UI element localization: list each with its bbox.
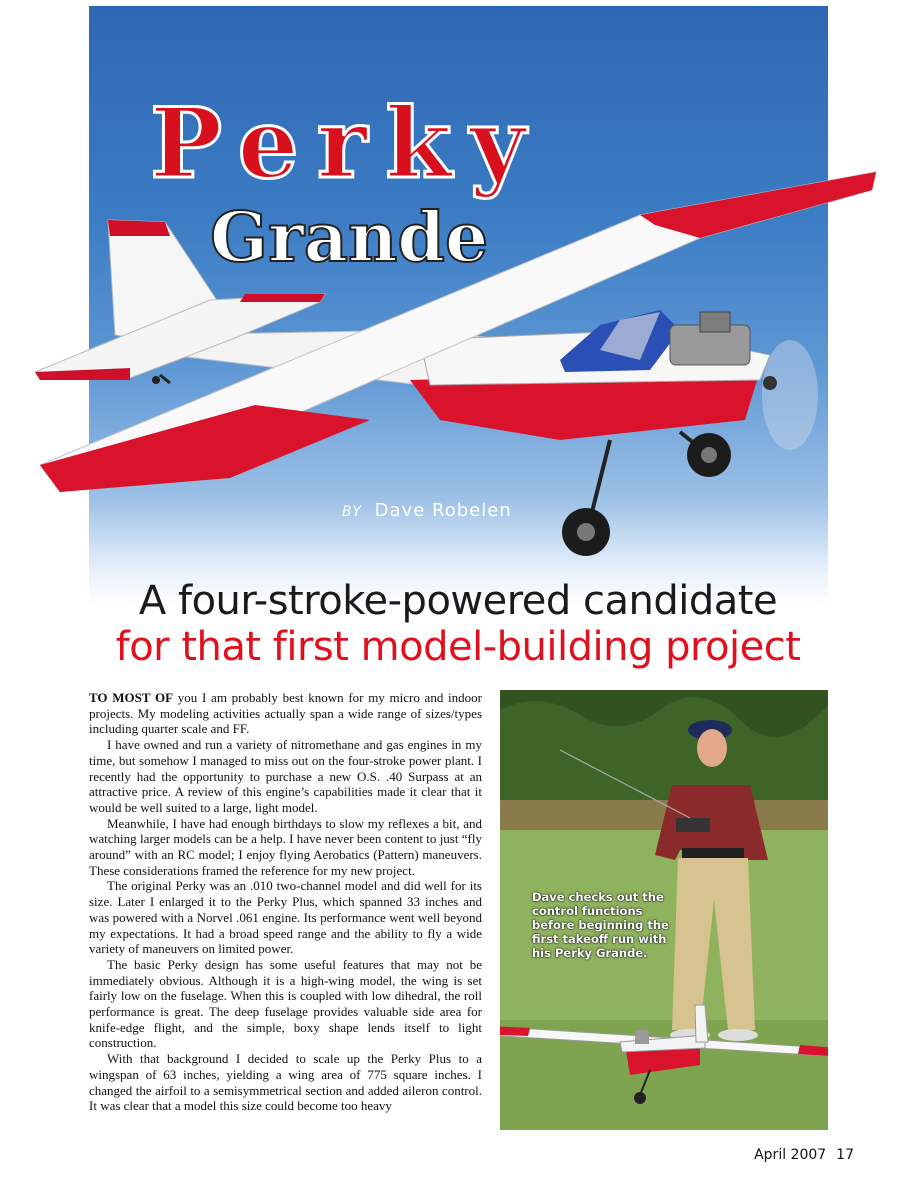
deck-line-2: for that first model-building project [115, 624, 801, 670]
byline-by: BY [342, 504, 362, 520]
paragraph-2: I have owned and run a variety of nitromethane and gas engines in my time, but somehow I managed to miss out on the four-stroke power plant. I recently had the opportunity to purchase a new O.S. .40 Surpass at an attractive price. A review of this engine’s capabilities made it clear that it would be well suited to a large, light model. [89, 737, 482, 815]
byline-author: Dave Robelen [374, 500, 512, 521]
article-body [89, 690, 482, 1114]
page-number: 17 [836, 1147, 854, 1163]
byline [342, 500, 512, 521]
title-perky [150, 82, 620, 202]
deck-line-1: A four-stroke-powered candidate [138, 578, 778, 624]
photo-caption: Dave checks out the control functions before beginning the first takeoff run with his Perky Grande. [532, 890, 669, 960]
svg-text:Perky: Perky [150, 87, 544, 200]
paragraph-3: Meanwhile, I have had enough birthdays to slow my reflexes a bit, and watching larger models can be a help. I have never been content to just “fly around” with an RC model; I enjoy flying Aerobatics (Pattern) maneuvers. These considerations framed the reference for my new project. [89, 815, 482, 878]
paragraph-1: TO MOST OF you I am probably best known for my micro and indoor projects. My modeling activities actually span a wide range of sizes/types including quarter scale and FF. [89, 690, 482, 737]
issue-date: April 2007 [754, 1147, 827, 1163]
page-folio [754, 1147, 854, 1163]
paragraph-4: The original Perky was an .010 two-channel model and did well for its size. Later I enlarged it to the Perky Plus, which spanned 33 inches and was powered with a Norvel .061 engine. Its performance went well beyond my expectations. It had a broad speed range and the ability to fly a wide variety of maneuvers on limited power. [89, 878, 482, 957]
lead-in: TO MOST OF [89, 690, 174, 705]
paragraph-5: The basic Perky design has some useful features that may not be immediately obvious. Although it is a high-wing model, the wing is set fairly low on the fuselage. When this is coupled with low dihedral, the roll performance is great. The deep fuselage provides valuable side area for knife-edge flight, and the simple, boxy shape lends itself to light construction. [89, 956, 482, 1051]
svg-text:Grande: Grande [210, 198, 489, 275]
title-grande [210, 195, 540, 275]
paragraph-6: With that background I decided to scale up the Perky Plus to a wingspan of 63 inches, yielding a wing area of 775 square inches. I changed the airfoil to a semisymmetrical section and added aileron control. It was clear that a model this size could become too heavy [89, 1051, 482, 1114]
pilot-photo [500, 690, 828, 1130]
